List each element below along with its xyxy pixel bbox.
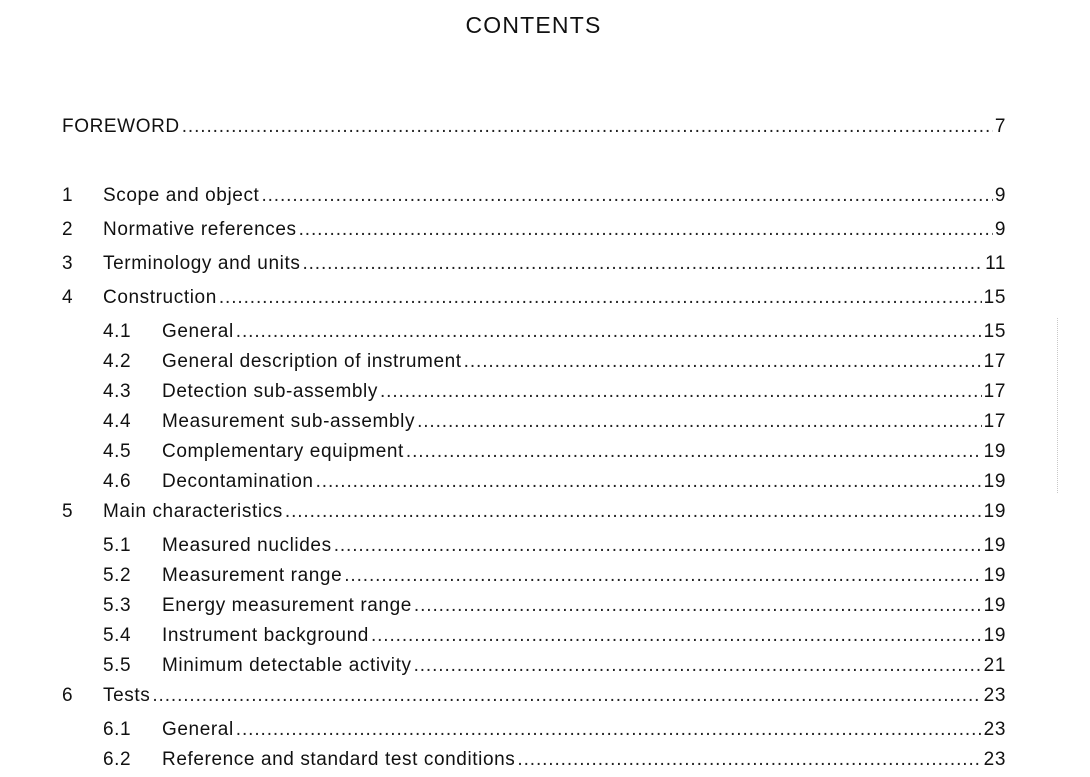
dot-leader xyxy=(344,563,981,589)
toc-entry-label: General description of instrument xyxy=(162,351,462,372)
dot-leader xyxy=(299,217,993,243)
toc-entry-number: 5.4 xyxy=(103,625,132,646)
page-title: CONTENTS xyxy=(465,12,602,38)
toc-entry-page: 19 xyxy=(983,565,1006,586)
toc-entry-6[interactable] xyxy=(62,683,1006,709)
toc-entry-5-2[interactable] xyxy=(62,563,1006,589)
dot-leader xyxy=(380,379,982,405)
toc-entry-page: 21 xyxy=(983,655,1006,676)
toc-entry-number: 4.4 xyxy=(103,411,132,432)
toc-entry-number: 5 xyxy=(62,501,74,522)
toc-entry-number: 4 xyxy=(62,287,74,308)
toc-entry-number: 6.1 xyxy=(103,719,132,740)
toc-entry-3[interactable] xyxy=(62,251,1006,277)
toc-entry-5-5[interactable] xyxy=(62,653,1006,679)
toc-entry-label: Terminology and units xyxy=(103,253,301,274)
toc-entry-4-3[interactable] xyxy=(62,379,1006,405)
toc-entry-page: 23 xyxy=(983,749,1006,770)
toc-entry-label: Tests xyxy=(103,685,151,706)
toc-entry-label: Measurement range xyxy=(162,565,343,586)
toc-entry-5-4[interactable] xyxy=(62,623,1006,649)
dot-leader xyxy=(236,319,982,345)
toc-entry-label: Main characteristics xyxy=(103,501,283,522)
toc-entry-page: 19 xyxy=(983,535,1006,556)
toc-entry-page: 17 xyxy=(983,381,1006,402)
toc-entry-number: 6.2 xyxy=(103,749,132,770)
dot-leader xyxy=(285,499,982,525)
toc-entry-page: 15 xyxy=(983,321,1006,342)
toc-entry-label: FOREWORD xyxy=(62,116,180,137)
toc-entry-page: 23 xyxy=(983,685,1006,706)
toc-entry-number: 5.1 xyxy=(103,535,132,556)
dot-leader xyxy=(236,717,982,743)
toc-entry-label: Normative references xyxy=(103,219,297,240)
toc-entry-page: 19 xyxy=(983,501,1006,522)
toc-entry-page: 19 xyxy=(983,625,1006,646)
toc-entry-5-3[interactable] xyxy=(62,593,1006,619)
toc-entry-label: Detection sub-assembly xyxy=(162,381,378,402)
dot-leader xyxy=(261,183,992,209)
dot-leader xyxy=(334,533,982,559)
dot-leader xyxy=(152,683,981,709)
toc-entry-label: Measured nuclides xyxy=(162,535,332,556)
dot-leader xyxy=(302,251,983,277)
dot-leader xyxy=(371,623,982,649)
toc-entry-4-4[interactable] xyxy=(62,409,1006,435)
dot-leader xyxy=(406,439,982,465)
toc-entry-number: 6 xyxy=(62,685,74,706)
toc-entry-2[interactable] xyxy=(62,217,1006,243)
toc-entry-number: 4.2 xyxy=(103,351,132,372)
toc-entry-6-1[interactable] xyxy=(62,717,1006,743)
toc-entry-page: 9 xyxy=(994,219,1006,240)
toc-entry-page: 23 xyxy=(983,719,1006,740)
dot-leader xyxy=(182,114,993,140)
toc-entry-label: Instrument background xyxy=(162,625,369,646)
toc-entry-page: 19 xyxy=(983,441,1006,462)
toc-entry-label: General xyxy=(162,321,234,342)
toc-entry-page: 11 xyxy=(985,253,1006,274)
toc-entry-number: 5.3 xyxy=(103,595,132,616)
toc-entry-6-2[interactable] xyxy=(62,747,1006,773)
toc-entry-label: Minimum detectable activity xyxy=(162,655,412,676)
dot-leader xyxy=(414,653,982,679)
toc-entry-label: General xyxy=(162,719,234,740)
dot-leader xyxy=(417,409,982,435)
toc-entry-4[interactable] xyxy=(62,285,1006,311)
toc-entry-label: Complementary equipment xyxy=(162,441,404,462)
toc-entry-label: Energy measurement range xyxy=(162,595,412,616)
toc-entry-page: 7 xyxy=(994,116,1006,137)
toc-entry-page: 19 xyxy=(983,471,1006,492)
toc-entry-page: 9 xyxy=(994,185,1006,206)
toc-entry-number: 5.5 xyxy=(103,655,132,676)
toc-entry-4-5[interactable] xyxy=(62,439,1006,465)
toc-entry-label: Scope and object xyxy=(103,185,260,206)
dot-leader xyxy=(316,469,982,495)
toc-entry-page: 15 xyxy=(983,287,1006,308)
toc-entry-number: 5.2 xyxy=(103,565,132,586)
toc-entry-foreword[interactable] xyxy=(62,114,1006,140)
toc-entry-number: 3 xyxy=(62,253,74,274)
toc-entry-1[interactable] xyxy=(62,183,1006,209)
toc-entry-number: 1 xyxy=(62,185,74,206)
toc-entry-label: Measurement sub-assembly xyxy=(162,411,416,432)
dot-leader xyxy=(517,747,981,773)
toc-entry-number: 4.3 xyxy=(103,381,132,402)
toc-entry-5-1[interactable] xyxy=(62,533,1006,559)
dot-leader xyxy=(219,285,982,311)
dot-leader xyxy=(414,593,982,619)
toc-entry-4-6[interactable] xyxy=(62,469,1006,495)
toc-entry-number: 4.6 xyxy=(103,471,132,492)
toc-entry-label: Reference and standard test conditions xyxy=(162,749,516,770)
toc-entry-page: 17 xyxy=(983,351,1006,372)
toc-entry-page: 17 xyxy=(983,411,1006,432)
toc-entry-number: 4.5 xyxy=(103,441,132,462)
toc-entry-label: Decontamination xyxy=(162,471,314,492)
toc-entry-page: 19 xyxy=(983,595,1006,616)
toc-entry-number: 4.1 xyxy=(103,321,132,342)
toc-entry-4-1[interactable] xyxy=(62,319,1006,345)
dot-leader xyxy=(464,349,982,375)
toc-entry-number: 2 xyxy=(62,219,74,240)
margin-mark xyxy=(1057,318,1062,493)
toc-entry-5[interactable] xyxy=(62,499,1006,525)
toc-entry-4-2[interactable] xyxy=(62,349,1006,375)
toc-entry-label: Construction xyxy=(103,287,217,308)
